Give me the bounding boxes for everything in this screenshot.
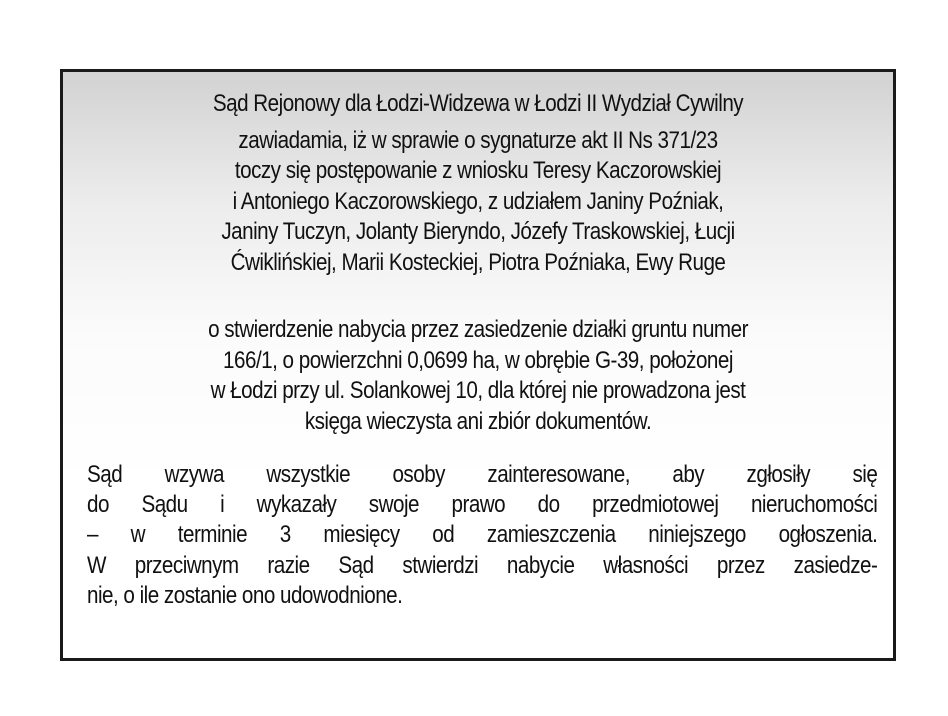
notice-text-line: w Łodzi przy ul. Solankowej 10, dla której nie prowadzona jest	[210, 377, 746, 404]
notice-text-line: 166/1, o powierzchni 0,0699 ha, w obrębie G-39, położonej	[223, 346, 733, 374]
notice-text-line: Ćwiklińskiej, Marii Kosteckiej, Piotra Poźniaka, Ewy Ruge	[230, 248, 726, 276]
notice-text-line: o stwierdzenie nabycia przez zasiedzenie działki gruntu numer	[208, 316, 748, 343]
notice-text-line: Janiny Tuczyn, Jolanty Bieryndo, Józefy Traskowskiej, Łucji	[221, 218, 735, 245]
notice-text-line: zawiadamia, iż w sprawie o sygnaturze akt II Ns 371/23	[238, 126, 718, 154]
notice-text-line: księga wieczysta ani zbiór dokumentów.	[304, 407, 652, 435]
notice-header-block	[63, 89, 893, 278]
paragraph-line: – w terminie 3 miesięcy od zamieszczenia niniejszego ogłoszenia.	[87, 521, 878, 549]
court-notice-box	[60, 69, 896, 661]
paragraph-line: do Sądu i wykazały swoje prawo do przedmiotowej nieruchomości	[87, 491, 878, 519]
paragraph-line: W przeciwnym razie Sąd stwierdzi nabycie własności przez zasiedze-	[87, 551, 878, 579]
paragraph-line: nie, o ile zostanie ono udowodnione.	[87, 581, 403, 609]
notice-text-line: toczy się postępowanie z wniosku Teresy Kaczorowskiej	[234, 157, 722, 184]
notice-text-line: i Antoniego Kaczorowskiego, z udziałem Janiny Poźniak,	[232, 187, 724, 215]
court-name-heading: Sąd Rejonowy dla Łodzi-Widzewa w Łodzi II Wydział Cywilny	[212, 90, 744, 117]
paragraph-line: Sąd wzywa wszystkie osoby zainteresowane, aby zgłosiły się	[87, 461, 878, 488]
notice-summons-paragraph	[87, 460, 877, 611]
notice-subject-block	[63, 315, 893, 437]
